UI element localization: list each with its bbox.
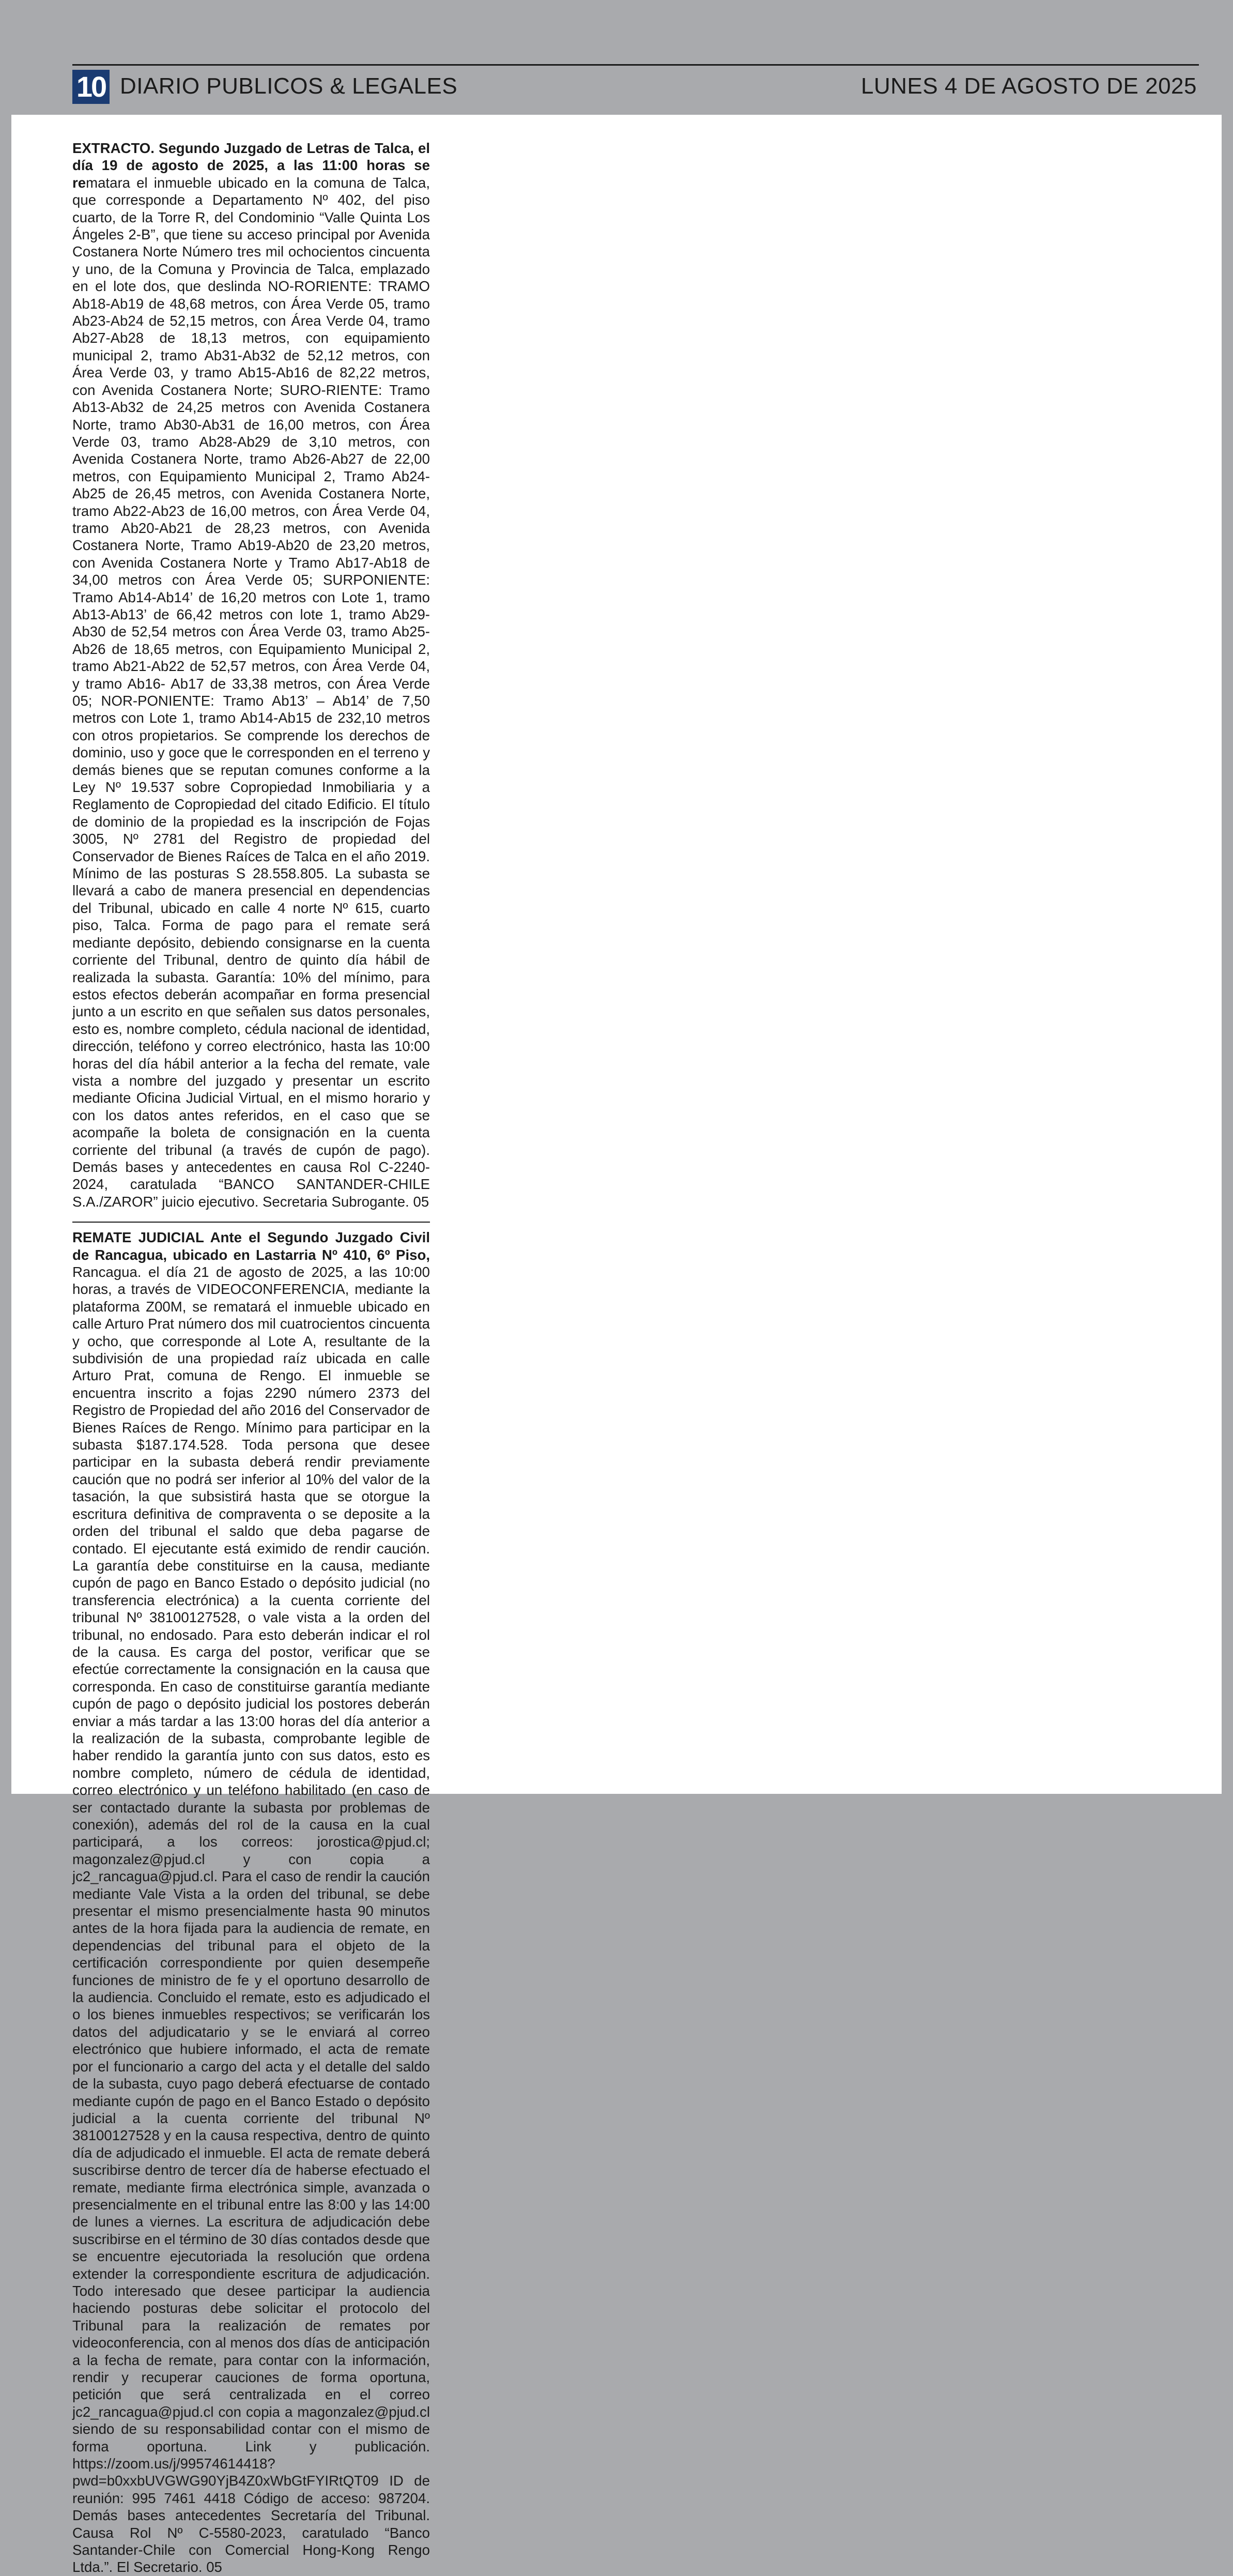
column-3 <box>840 140 1198 1784</box>
notice-body: matara el inmueble ubicado en la comuna de Talca, que corresponde a Departamento Nº 402, del piso cuarto, de la Torre R, del Condominio “Valle Quinta Los Ángeles 2-B”, que tiene su acceso principal por Avenida Costanera Norte Número tres mil ochocientos cincuenta y uno, de la Comuna y Provincia de Talca, emplazado en el lote dos, que deslinda NO-RORIENTE: TRAMO Ab18-Ab19 de 48,68 metros, con Área Verde 05, tramo Ab23-Ab24 de 52,15 metros, con Área Verde 04, tramo Ab27-Ab28 de 18,13 metros, con equipamiento municipal 2, tramo Ab31-Ab32 de 52,12 metros, con Área Verde 03, y tramo Ab15-Ab16 de 82,22 metros, con Avenida Costanera Norte; SURO-RIENTE: Tramo Ab13-Ab32 de 24,25 metros con Avenida Costanera Norte, tramo Ab30-Ab31 de 16,00 metros, con Área Verde 03, tramo Ab28-Ab29 de 3,10 metros, con Avenida Costanera Norte, tramo Ab26-Ab27 de 22,00 metros, con Equipamiento Municipal 2, Tramo Ab24-Ab25 de 26,45 metros, con Avenida Costanera Norte, tramo Ab22-Ab23 de 16,00 metros, con Área Verde 04, tramo Ab20-Ab21 de 28,23 metros, con Avenida Costanera Norte, Tramo Ab19-Ab20 de 23,20 metros, con Avenida Costanera Norte y Tramo Ab17-Ab18 de 34,00 metros con Área Verde 05; SURPONIENTE: Tramo Ab14-Ab14’ de 16,20 metros con Lote 1, tramo Ab13-Ab13’ de 66,42 metros con lote 1, tramo Ab29-Ab30 de 52,54 metros con Área Verde 03, tramo Ab25-Ab26 de 18,65 metros, con Equipamiento Municipal 2, tramo Ab21-Ab22 de 52,57 metros, con Área Verde 04, y tramo Ab16- Ab17 de 33,38 metros, con Área Verde 05; NOR-PONIENTE: Tramo Ab13’ – Ab14’ de 7,50 metros con Lote 1, tramo Ab14-Ab15 de 232,10 metros con otros propietarios. Se comprende los derechos de dominio, uso y goce que le corresponden en el terreno y demás bienes que se reputan comunes conforme a la Ley Nº 19.537 sobre Copropiedad Inmobiliaria y a Reglamento de Copropiedad del citado Edificio. El título de dominio de la propiedad es la inscripción de Fojas 3005, Nº 2781 del Registro de propiedad del Conservador de Bienes Raíces de Talca en el año 2019. Mínimo de las posturas S 28.558.805. La subasta se llevará a cabo de manera presencial en dependencias del Tribunal, ubicado en calle 4 norte Nº 615, cuarto piso, Talca. Forma de pago para el remate será mediante depósito, debiendo consignarse en la cuenta corriente del Tribunal, dentro de quinto día hábil de realizada la subasta. Garantía: 10% del mínimo, para estos efectos deberán acompañar en forma presencial junto a un escrito en que señalen sus datos personales, esto es, nombre completo, cédula nacional de identidad, dirección, teléfono y correo electrónico, hasta las 10:00 horas del día hábil anterior a la fecha del remate, vale vista a nombre del juzgado y presentar un escrito mediante Oficina Judicial Virtual, en el mismo horario y con los datos antes referidos, en el caso que se acompañe la boleta de consignación en la cuenta corriente del tribunal (a través de cupón de pago). Demás bases y antecedentes en causa Rol C-2240-2024, caratulada “BANCO SANTANDER-CHILE S.A./ZAROR” juicio ejecutivo. Secretaria Subrogante. 05 <box>72 174 430 1210</box>
notice-remate-rengo <box>72 1229 430 2576</box>
notice-divider <box>72 1222 430 1223</box>
page-header <box>72 64 1199 104</box>
column-2 <box>457 140 814 1784</box>
notice-extracto-talca <box>72 140 430 1210</box>
section-title: DIARIO PUBLICOS & LEGALES <box>120 73 458 99</box>
page-sheet <box>11 115 1222 2575</box>
notice-body: Rancagua. el día 21 de agosto de 2025, a las 10:00 horas, a través de VIDEOCONFERENCIA, mediante la plataforma Z00M, se rematará el inmueble ubicado en calle Arturo Prat número dos mil cuatrocientos cincuenta y ocho, que corresponde al Lote A, resultante de la subdivisión de una propiedad raíz ubicada en calle Arturo Prat, comuna de Rengo. El inmueble se encuentra inscrito a fojas 2290 número 2373 del Registro de Propiedad del año 2016 del Conservador de Bienes Raíces de Rengo. Mínimo para participar en la subasta $187.174.528. Toda persona que desee participar en la subasta deberá rendir previamente caución que no podrá ser inferior al 10% del valor de la tasación, la que subsistirá hasta que se otorgue la escritura definitiva de compraventa o se deposite a la orden del tribunal el saldo que deba pagarse de contado. El ejecutante está eximido de rendir caución. La garantía debe constituirse en la causa, mediante cupón de pago en Banco Estado o depósito judicial (no transferencia electrónica) a la cuenta corriente del tribunal Nº 38100127528, o vale vista a la orden del tribunal, no endosado. Para esto deberán indicar el rol de la causa. Es carga del postor, verificar que se efectúe correctamente la consignación en la causa que corresponda. En caso de constituirse garantía mediante cupón de pago o depósito judicial los postores deberán enviar a más tardar a las 13:00 horas del día anterior a la realización de la subasta, comprobante legible de haber rendido la garantía junto con sus datos, esto es nombre completo, número de cédula de identidad, correo electrónico y un teléfono habilitado (en caso de ser contactado durante la subasta por problemas de conexión), además del rol de la causa en la cual participará, a los correos: jorostica@pjud.cl; magonzalez@pjud.cl y con copia a jc2_rancagua@pjud.cl. Para el caso de rendir la caución mediante Vale Vista a la orden del tribunal, se debe presentar el mismo presencialmente hasta 90 minutos antes de la hora fijada para la audiencia de remate, en dependencias del tribunal para el objeto de la certificación correspondiente por quien desempeñe funciones de ministro de fe y el oportuno desarrollo de la audiencia. Concluido el remate, esto es adjudicado el o los bienes inmuebles respectivos; se verificarán los datos del adjudicatario y se le enviará al correo electrónico que hubiere informado, el acta de remate por el funcionario a cargo del acta y el detalle del saldo de la subasta, cuyo pago deberá efectuarse de contado mediante cupón de pago en el Banco Estado o depósito judicial a la cuenta corriente del tribunal Nº 38100127528 y en la causa respectiva, dentro de quinto día de adjudicado el inmueble. El acta de remate deberá suscribirse dentro de tercer día de haberse efectuado el remate, mediante firma electrónica simple, avanzada o presencialmente en el tribunal entre las 8:00 y las 14:00 de lunes a viernes. La escritura de adjudicación debe suscribirse en el término de 30 días contados desde que se encuentre ejecutoriada la resolución que ordena extender la correspondiente escritura de adjudicación. Todo interesado que desee participar la audiencia haciendo posturas debe solicitar el protocolo del Tribunal para la realización de remates por videoconferencia, con al menos dos días de anticipación a la fecha de remate, para contar con la información, rendir y recuperar cauciones de forma oportuna, petición que será centralizada en el correo jc2_rancagua@pjud.cl con copia a magonzalez@pjud.cl siendo de su responsabilidad contar con el mismo de forma oportuna. Link y publicación. https://zoom.us/j/99574614418?pwd=b0xxbUVGWG90YjB4Z0xWbGtFYIRtQT09 ID de reunión: 995 7461 4418 Código de acceso: 987204. Demás bases antecedentes Secretaría del Tribunal. Causa Rol Nº C-5580-2023, caratulado “Banco Santander-Chile con Comercial Hong-Kong Rengo Ltda.”. El Secretario. 05 <box>72 1264 430 2575</box>
notice-lead: EXTRACTO. Segundo Juzgado de Letras de Talca, el día 19 de agosto de 2025, a las 11:00 horas se re <box>72 140 430 191</box>
page-number: 10 <box>72 70 110 104</box>
notice-lead: REMATE JUDICIAL Ante el Segundo Juzgado Civil de Rancagua, ubicado en Lastarria Nº 410, 6º Piso, <box>72 1229 430 1263</box>
issue-date: LUNES 4 DE AGOSTO DE 2025 <box>861 73 1197 99</box>
column-1 <box>72 140 430 2575</box>
